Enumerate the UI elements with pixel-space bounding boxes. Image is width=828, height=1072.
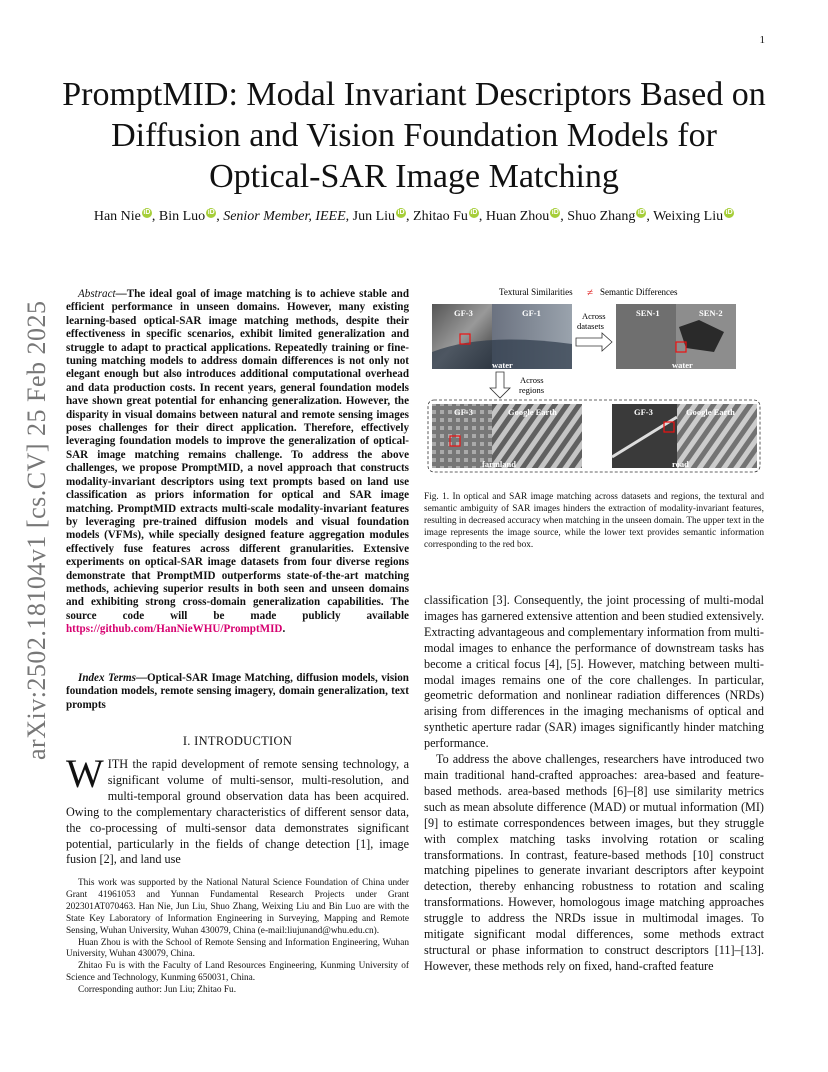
index-terms <box>66 672 409 712</box>
author-role: Senior Member, IEEE <box>223 209 346 224</box>
arrow-down-icon <box>490 372 510 398</box>
paragraph: To address the above challenges, researchers have introduced two main traditional hand-crafted approaches: area-based and feature-based methods. area-based methods [6]–[8] use similarity metrics such as mean absolute difference (MAD) or mutual information (MI) [9] to estimate correspondences between images, but they struggle with complex matching tasks involving rotation or scaling transformations. In contrast, feature-based methods [10] construct matching pipelines to generate invariant descriptors after keypoint detection, thereby enhancing robustness to rotation and scaling transformations. However, homologous image matching approaches struggle to address the NRDs issue in multimodal images. To mitigate significant modal differences, some methods extract structural or phase information to construct descriptors [11]–[13]. However, these methods rely on fixed, hand-crafted feature <box>424 752 764 973</box>
footnote-funding: This work was supported by the National Natural Science Foundation of China under Grant 41961053 and Yunnan Fundamental Research Projects under Grant 202301AT070463. Han Nie, Jun Liu, Shuo Zhang, Weixing Liu and Bin Luo are with the State Key Laboratory of Information Engineering in Surveying, Mapping and Remote Sensing, Wuhan University, Wuhan 430079, China (e-mail:liujunand@whu.edu.cn). <box>66 878 409 936</box>
author-name: Shuo Zhang <box>567 209 636 224</box>
page-number: 1 <box>759 34 765 46</box>
label-water: water <box>492 360 513 370</box>
label-google-earth: Google Earth <box>508 407 557 417</box>
orcid-icon[interactable]: iD <box>397 209 405 216</box>
orcid-icon[interactable]: iD <box>551 209 559 216</box>
orcid-icon[interactable]: iD <box>143 209 151 216</box>
abstract-text: —The ideal goal of image matching is to achieve stable and efficient performance in unseen domains. However, many existing learning-based optical-SAR image matching methods, despite their effectiveness in specific scenarios, exhibit limited generalization and struggle to adapt to practical applications. Repeatedly training or fine-tuning matching models to address domain differences is not only not elegant enough but also introduces additional computational overhead and data production costs. In recent years, general foundation models have shown great potential for enhancing generalization. However, the disparity in visual domains between natural and remote sensing images poses challenges for their direct application. Therefore, effectively leveraging foundation models to improve the generalization of optical-SAR image matching remains challenge. To address the above challenges, we propose PromptMID, a novel approach that constructs modality-invariant descriptors using text prompts based on land use classification as priors information for optical and SAR image matching. PromptMID extracts multi-scale modality-invariant features by leveraging pre-trained diffusion models and visual foundation models (VFMs), while specially designed feature aggregation modules effectively fuse features across different granularities. Extensive experiments on optical-SAR image datasets from four diverse regions demonstrate that PromptMID outperforms state-of-the-art matching methods, achieving superior results in both seen and unseen domains and exhibiting strong cross-domain generalization capabilities. The source code will be made publicly available <box>66 288 409 622</box>
orcid-icon[interactable]: iD <box>470 209 478 216</box>
right-column-text <box>424 593 764 975</box>
author-name: Jun Liu <box>352 209 396 224</box>
not-equal-icon: ≠ <box>587 287 594 299</box>
github-link[interactable]: https://github.com/HanNieWHU/PromptMID <box>66 623 283 636</box>
introduction-paragraph <box>66 751 409 868</box>
abstract-label: Abstract <box>78 288 116 300</box>
author-name: Zhitao Fu <box>413 209 468 224</box>
label-farmland: farmland <box>482 459 516 469</box>
author-name: Weixing Liu <box>653 209 724 224</box>
paper-title: PromptMID: Modal Invariant Descriptors Based on Diffusion and Vision Foundation Models for Optical-SAR Image Matching <box>62 76 766 195</box>
index-terms-label: Index Terms <box>78 672 136 684</box>
label-sen1: SEN-1 <box>636 308 660 318</box>
label-road: road <box>672 459 689 469</box>
label-gf3: GF-3 <box>454 308 473 318</box>
orcid-icon[interactable]: iD <box>207 209 215 216</box>
footnotes <box>66 878 409 997</box>
label-gf1: GF-1 <box>522 308 541 318</box>
paragraph: classification [3]. Consequently, the joint processing of multi-modal images has garnered extensive attention and been studied extensively. Extracting advantageous and complementary information from multi-modal images to enhance the performance of downstream tasks has become a critical focus [4], [5]. However, matching between multi-modal images remains one of the core challenges. In particular, geometric deformation and nonlinear radiation differences (NRDs) arising from differences in the imaging mechanisms of optical and synthetic aperture radar (SAR) images significantly hinder matching performance. <box>424 593 765 751</box>
section-heading: I. INTRODUCTION <box>182 734 293 748</box>
footnote-affiliation: Huan Zhou is with the School of Remote Sensing and Information Engineering, Wuhan University, Wuhan 430079, China. <box>66 937 409 960</box>
label-gf3: GF-3 <box>634 407 653 417</box>
arxiv-identifier[interactable]: arXiv:2502.18104v1 [cs.CV] 25 Feb 2025 <box>22 300 51 760</box>
across-datasets-label: Across datasets <box>577 311 606 331</box>
intro-text: ITH the rapid development of remote sensing technology, a significant volume of multi-sensor, multi-resolution, and multi-temporal ground observation data has been acquired. Owing to the complementary characteristics of different sensor data, the co-processing of multi-sensor data demonstrates significant potential, particularly in the fields of change detection [1], image fusion [2], and land use <box>66 757 409 867</box>
author-list: Han Nie iD , Bin Luo iD , Senior Member, IEEE, Jun Liu iD , Zhitao Fu iD , Huan Zhou iD , Shuo Zhang iD , Weixing Liu iD <box>93 209 733 224</box>
arrow-right-icon <box>576 333 612 351</box>
abstract-end: . <box>282 623 286 636</box>
figure-1 <box>424 282 764 482</box>
index-terms-text: —Optical-SAR Image Matching, diffusion models, vision foundation models, remote sensing imagery, domain generalization, text prompts <box>66 672 409 711</box>
abstract <box>66 288 409 637</box>
across-regions-label: Across regions <box>519 375 545 395</box>
label-water: water <box>672 360 693 370</box>
label-gf3: GF-3 <box>454 407 473 417</box>
orcid-icon[interactable]: iD <box>725 209 733 216</box>
legend-semantic: Semantic Differences <box>600 287 678 297</box>
figure-1-illustration <box>424 282 764 482</box>
footnote-affiliation: Zhitao Fu is with the Faculty of Land Resources Engineering, Kunming University of Science and Technology, Kunming 650031, China. <box>66 961 409 984</box>
footnote-corresponding: Corresponding author: Jun Liu; Zhitao Fu. <box>78 985 237 996</box>
orcid-icon[interactable]: iD <box>637 209 645 216</box>
author-name: Han Nie <box>93 209 141 224</box>
figure-caption: Fig. 1. In optical and SAR image matching across datasets and regions, the textural and semantic ambiguity of SAR images hinders the extraction of modality-invariant features, resulting in decreased accuracy when matching in the unseen domain. The upper text in the image represents the image source, while the lower text provides semantic information corresponding to the red box. <box>424 492 764 550</box>
legend-textural: Textural Similarities <box>499 287 573 297</box>
author-name: Huan Zhou <box>485 209 550 224</box>
author-name: Bin Luo <box>158 209 206 224</box>
label-sen2: SEN-2 <box>699 308 723 318</box>
drop-cap: W <box>66 751 104 796</box>
label-google-earth: Google Earth <box>686 407 735 417</box>
